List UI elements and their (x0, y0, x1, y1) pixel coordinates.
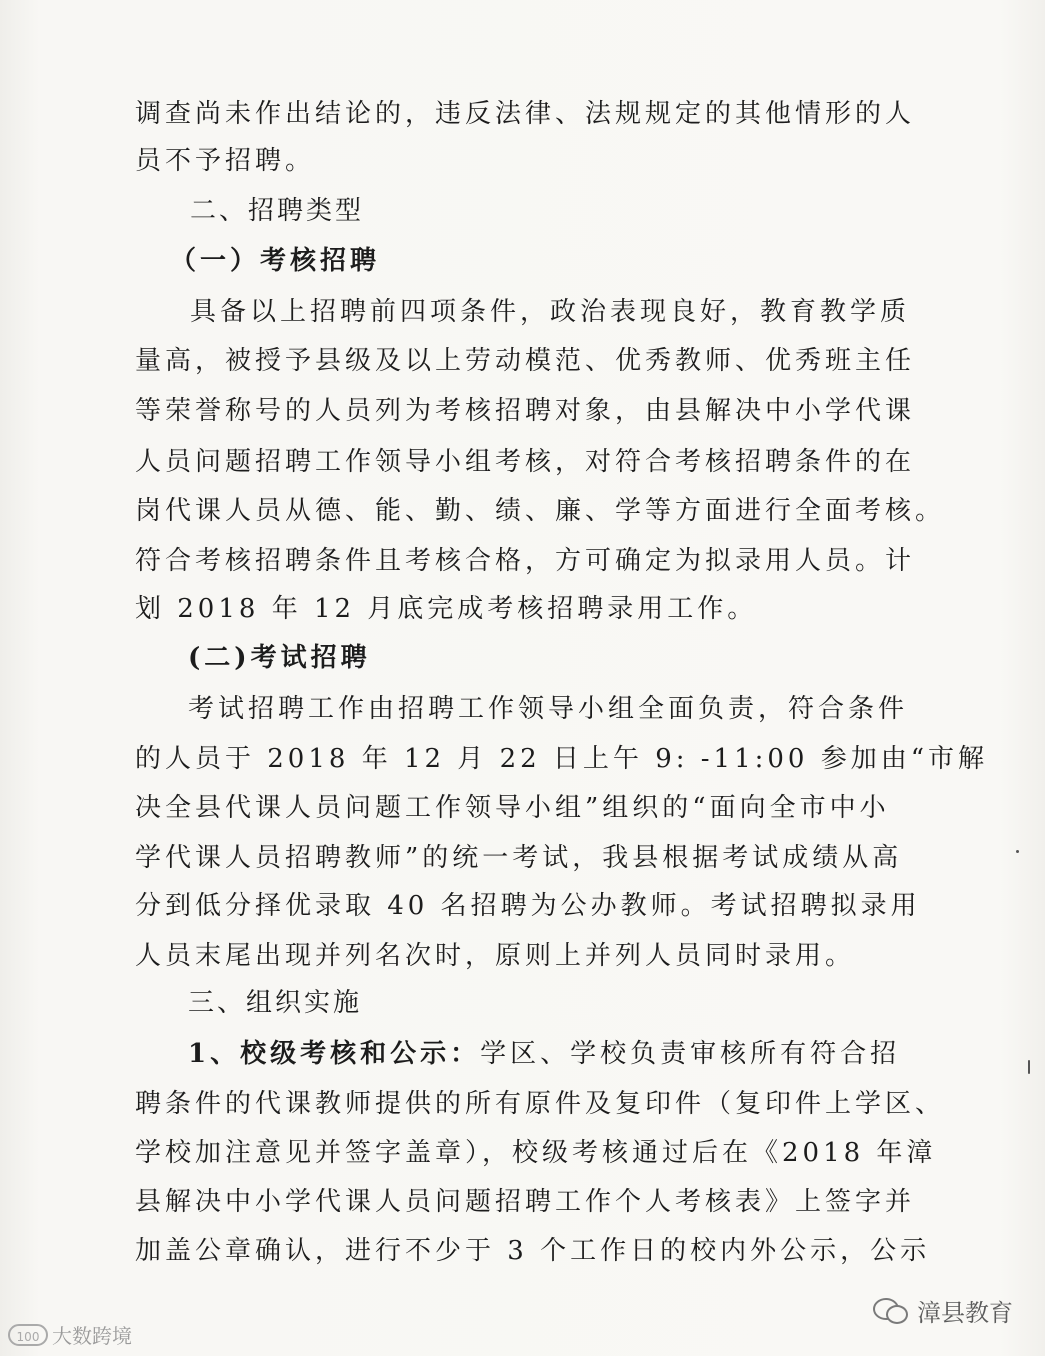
body-line: 加盖公章确认，进行不少于 3 个工作日的校内外公示，公示 (135, 1236, 931, 1266)
body-line-with-lead (188, 1039, 900, 1069)
body-line: 的人员于 2018 年 12 月 22 日上午 9: -11:00 参加由“市解 (135, 744, 989, 774)
body-line: 量高，被授予县级及以上劳动模范、优秀教师、优秀班主任 (135, 346, 916, 376)
body-line: 人员末尾出现并列名次时，原则上并列人员同时录用。 (135, 941, 856, 971)
scan-speck (1016, 850, 1019, 853)
body-line: 聘条件的代课教师提供的所有原件及复印件（复印件上学区、 (135, 1089, 946, 1119)
body-line: 考试招聘工作由招聘工作领导小组全面负责，符合条件 (188, 694, 909, 724)
body-line: 调查尚未作出结论的，违反法律、法规规定的其他情形的人 (135, 99, 916, 129)
logo-badge-icon: 100 (8, 1324, 48, 1346)
account-watermark (873, 1292, 1013, 1328)
body-line: 决全县代课人员问题工作领导小组”组织的“面向全市中小 (135, 793, 890, 823)
body-line: 划 2018 年 12 月底完成考核招聘录用工作。 (135, 594, 758, 624)
wechat-icon (873, 1296, 909, 1324)
account-name: 漳县教育 (917, 1298, 1013, 1327)
subsection-heading: （一）考核招聘 (170, 246, 381, 276)
corner-logo-watermark (8, 1320, 132, 1349)
body-line: 县解决中小学代课人员问题招聘工作个人考核表》上签字并 (135, 1187, 916, 1217)
item-text: 学区、学校负责审核所有符合招 (480, 1039, 901, 1069)
body-line: 学校加注意见并签字盖章），校级考核通过后在《2018 年漳 (135, 1138, 937, 1168)
body-line: 人员问题招聘工作领导小组考核，对符合考核招聘条件的在 (135, 447, 916, 477)
body-line: 学代课人员招聘教师”的统一考试，我县根据考试成绩从高 (135, 843, 903, 873)
scan-speck (1028, 1060, 1030, 1074)
body-line: 员不予招聘。 (135, 146, 316, 176)
body-line: 等荣誉称号的人员列为考核招聘对象，由县解决中小学代课 (135, 396, 916, 426)
body-line: 符合考核招聘条件且考核合格，方可确定为拟录用人员。计 (135, 546, 916, 576)
section-heading: 三、组织实施 (188, 988, 363, 1018)
section-heading: 二、招聘类型 (190, 196, 365, 226)
body-line: 具备以上招聘前四项条件，政治表现良好，教育教学质 (190, 297, 911, 327)
body-line: 分到低分择优录取 40 名招聘为公办教师。考试招聘拟录用 (135, 891, 921, 921)
body-line: 岗代课人员从德、能、勤、绩、廉、学等方面进行全面考核。 (135, 496, 946, 526)
corner-logo-text: 大数跨境 (52, 1324, 132, 1348)
subsection-heading: (二)考试招聘 (188, 643, 371, 673)
item-lead: 1、校级考核和公示： (188, 1039, 481, 1069)
